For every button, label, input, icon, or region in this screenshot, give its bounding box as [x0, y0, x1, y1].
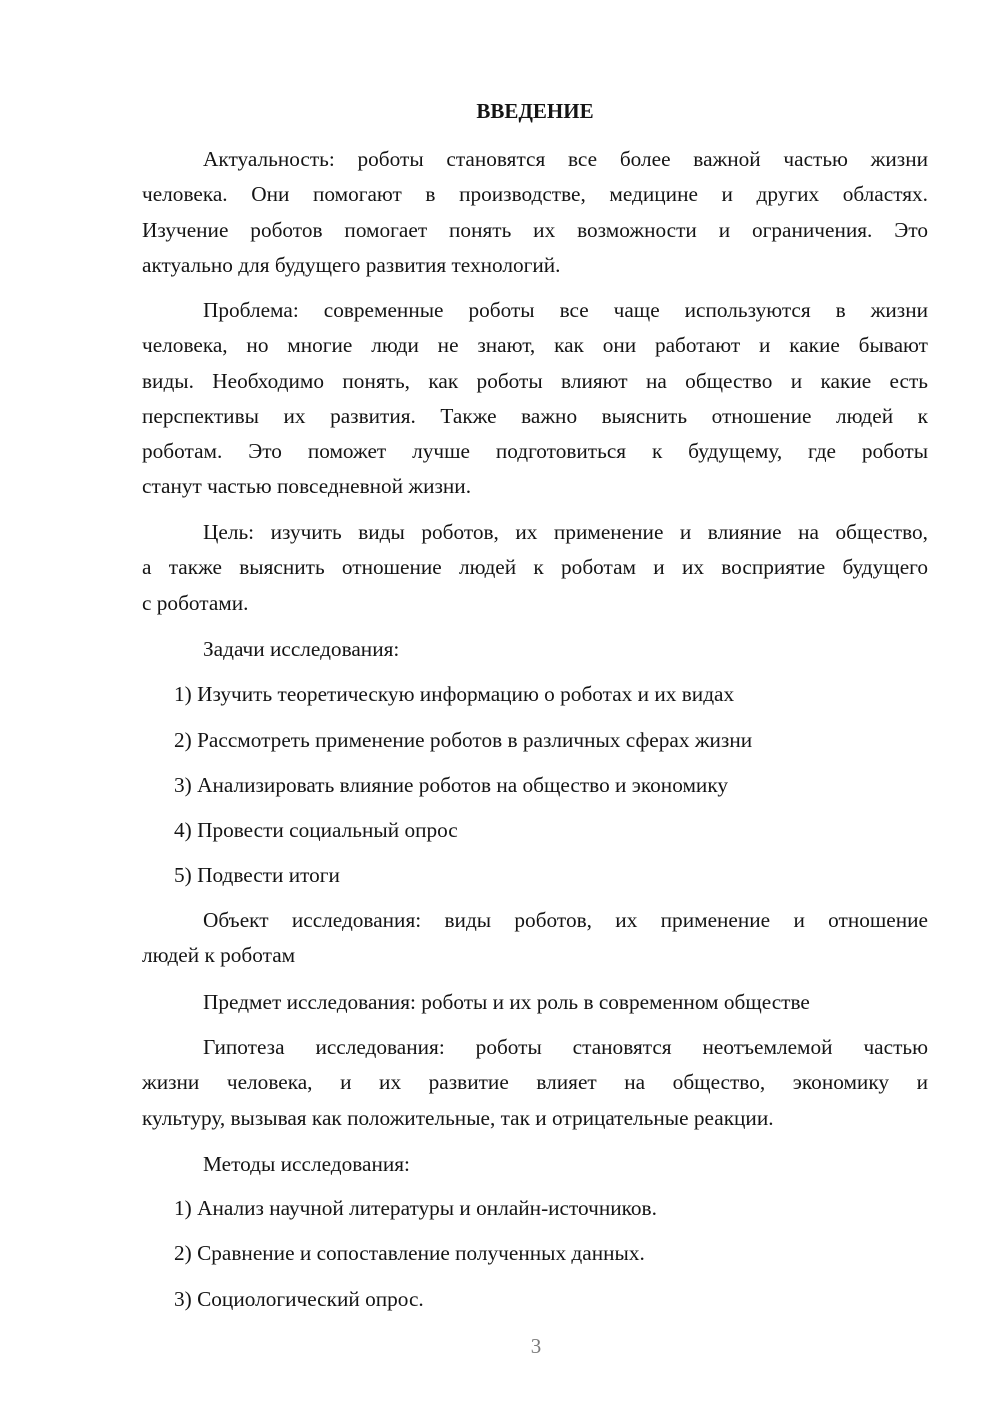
relevance-line: актуально для будущего развития технологий.: [142, 252, 561, 277]
hypothesis-line: жизни человека, и их развитие влияет на общество, экономику и: [142, 1070, 928, 1095]
section-title: ВВЕДЕНИЕ: [476, 99, 594, 123]
relevance-paragraph: [142, 142, 928, 283]
goal-line: Цель: изучить виды роботов, их применение и влияние на общество,: [203, 520, 928, 544]
method-item: 2) Сравнение и сопоставление полученных данных.: [174, 1241, 645, 1265]
problem-line: станут частью повседневной жизни.: [142, 474, 472, 499]
object-line: Объект исследования: виды роботов, их применение и отношение: [203, 908, 928, 932]
task-item: 3) Анализировать влияние роботов на общество и экономику: [174, 773, 729, 797]
goal-line: с роботами.: [142, 590, 249, 615]
goal-line: а также выяснить отношение людей к роботам и их восприятие будущего: [142, 555, 928, 580]
object-paragraph: [142, 903, 928, 974]
relevance-line: Изучение роботов помогает понять их возможности и ограничения. Это: [142, 217, 928, 242]
task-item: 1) Изучить теоретическую информацию о роботах и их видах: [174, 682, 735, 706]
problem-line: виды. Необходимо понять, как роботы влияют на общество и какие есть: [142, 368, 928, 393]
relevance-line: Актуальность: роботы становятся все более важной частью жизни: [203, 147, 928, 171]
problem-line: перспективы их развития. Также важно выяснить отношение людей к: [142, 403, 928, 428]
method-item: 1) Анализ научной литературы и онлайн-источников.: [174, 1196, 657, 1220]
methods-heading: Методы исследования:: [203, 1152, 410, 1176]
task-item: 2) Рассмотреть применение роботов в различных сферах жизни: [174, 728, 753, 752]
page-number: 3: [530, 1334, 542, 1358]
method-item: 3) Социологический опрос.: [174, 1287, 424, 1311]
problem-paragraph: [142, 293, 928, 505]
problem-line: Проблема: современные роботы все чаще используются в жизни: [203, 298, 928, 322]
problem-line: роботам. Это поможет лучше подготовиться к будущему, где роботы: [142, 439, 928, 464]
tasks-heading: Задачи исследования:: [203, 637, 400, 661]
hypothesis-line: культуру, вызывая как положительные, так и отрицательные реакции.: [142, 1105, 774, 1130]
hypothesis-paragraph: [142, 1030, 928, 1136]
object-line: людей к роботам: [142, 943, 296, 968]
goal-paragraph: [142, 515, 928, 621]
hypothesis-line: Гипотеза исследования: роботы становятся неотъемлемой частью: [203, 1035, 928, 1059]
subject-paragraph: Предмет исследования: роботы и их роль в современном обществе: [203, 990, 810, 1014]
task-item: 5) Подвести итоги: [174, 863, 340, 887]
relevance-line: человека. Они помогают в производстве, медицине и других областях.: [142, 182, 928, 207]
problem-line: человека, но многие люди не знают, как они работают и какие бывают: [142, 333, 928, 358]
task-item: 4) Провести социальный опрос: [174, 818, 458, 842]
